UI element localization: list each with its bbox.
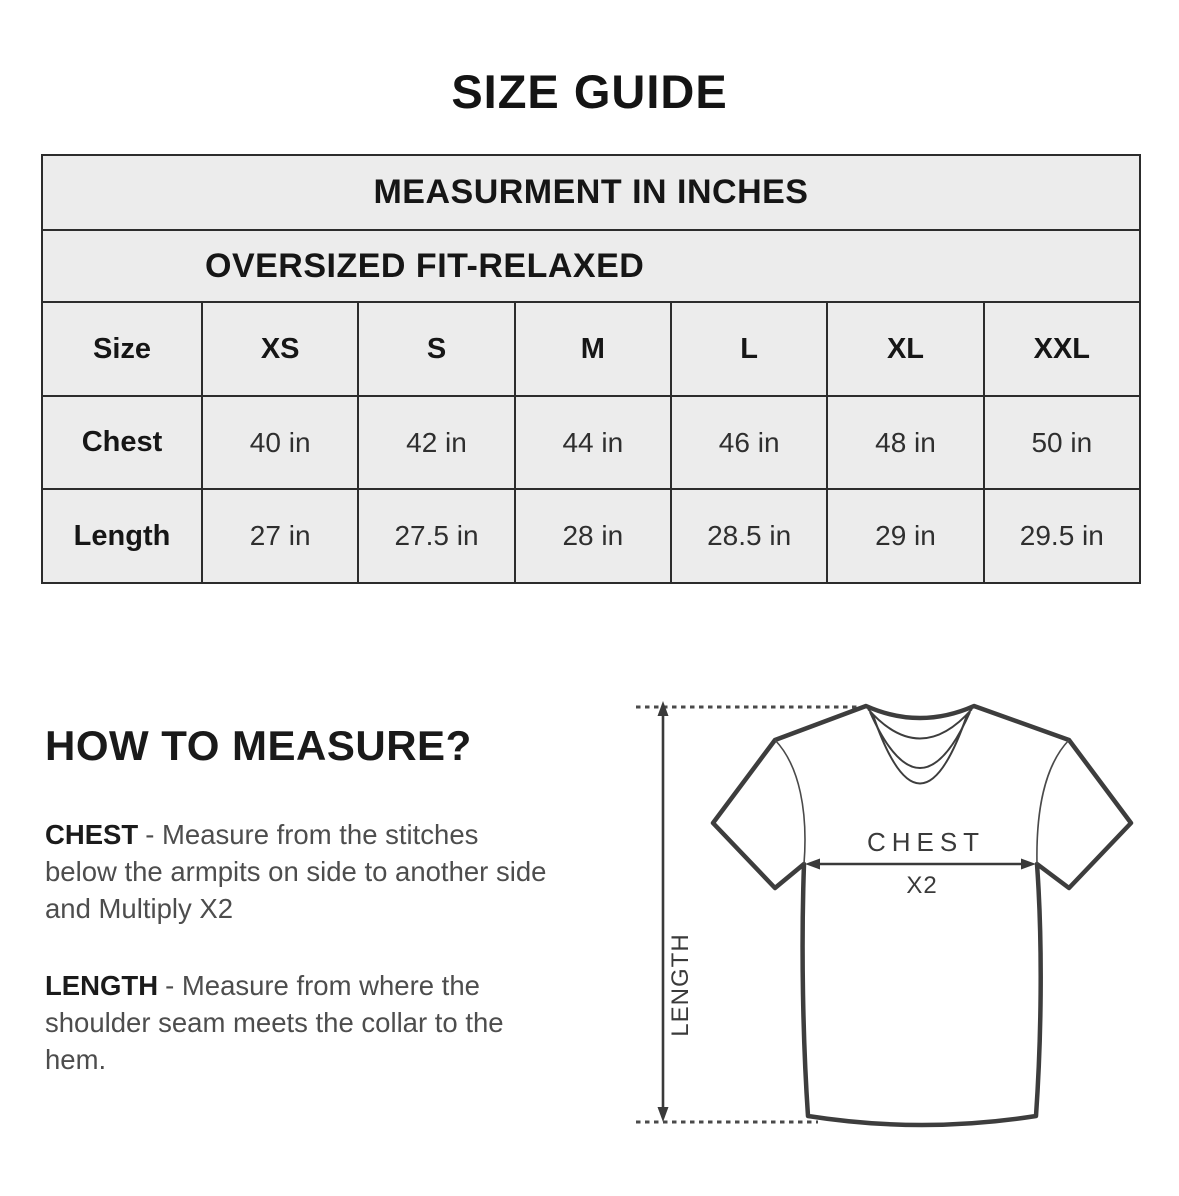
col-header-xl: XL xyxy=(828,303,982,395)
length-value-m: 28 in xyxy=(516,490,670,582)
length-value-l: 28.5 in xyxy=(672,490,826,582)
col-header-m: M xyxy=(516,303,670,395)
col-header-xs: XS xyxy=(203,303,357,395)
chest-multiplier-label: X2 xyxy=(906,872,938,899)
length-value-xxl: 29.5 in xyxy=(985,490,1139,582)
length-instruction xyxy=(45,967,557,1078)
chest-value-xs: 40 in xyxy=(203,397,357,488)
chest-value-m: 44 in xyxy=(516,397,670,488)
chest-instruction-term: CHEST xyxy=(45,819,139,850)
col-header-s: S xyxy=(359,303,513,395)
table-header-secondary: OVERSIZED FIT-RELAXED xyxy=(43,231,1139,301)
length-value-s: 27.5 in xyxy=(359,490,513,582)
col-header-size: Size xyxy=(43,303,201,395)
row-label-length: Length xyxy=(43,490,201,582)
table-header-primary: MEASURMENT IN INCHES xyxy=(43,156,1139,229)
how-to-measure-heading: HOW TO MEASURE? xyxy=(45,722,472,769)
col-header-xxl: XXL xyxy=(985,303,1139,395)
length-instruction-term: LENGTH xyxy=(45,970,159,1001)
length-arrow-bottom-head xyxy=(658,1107,669,1122)
row-label-chest: Chest xyxy=(43,397,201,488)
chest-value-xxl: 50 in xyxy=(985,397,1139,488)
chest-dimension-label: CHEST xyxy=(866,827,986,857)
chest-value-xl: 48 in xyxy=(828,397,982,488)
size-table xyxy=(41,154,1141,584)
length-value-xl: 29 in xyxy=(828,490,982,582)
chest-instruction-text: - Measure from the stitches below the armpits on side to another side and Multiply X2 xyxy=(45,819,547,924)
tshirt-measurement-diagram xyxy=(630,688,1179,1158)
col-header-l: L xyxy=(672,303,826,395)
page-title: SIZE GUIDE xyxy=(451,65,728,118)
chest-value-s: 42 in xyxy=(359,397,513,488)
length-dimension-label: LENGTH xyxy=(667,933,694,1037)
length-instruction-text: - Measure from where the shoulder seam meets the collar to the hem. xyxy=(45,970,504,1075)
length-value-xs: 27 in xyxy=(203,490,357,582)
chest-instruction xyxy=(45,816,557,927)
chest-value-l: 46 in xyxy=(672,397,826,488)
how-to-measure-section xyxy=(45,722,557,1118)
